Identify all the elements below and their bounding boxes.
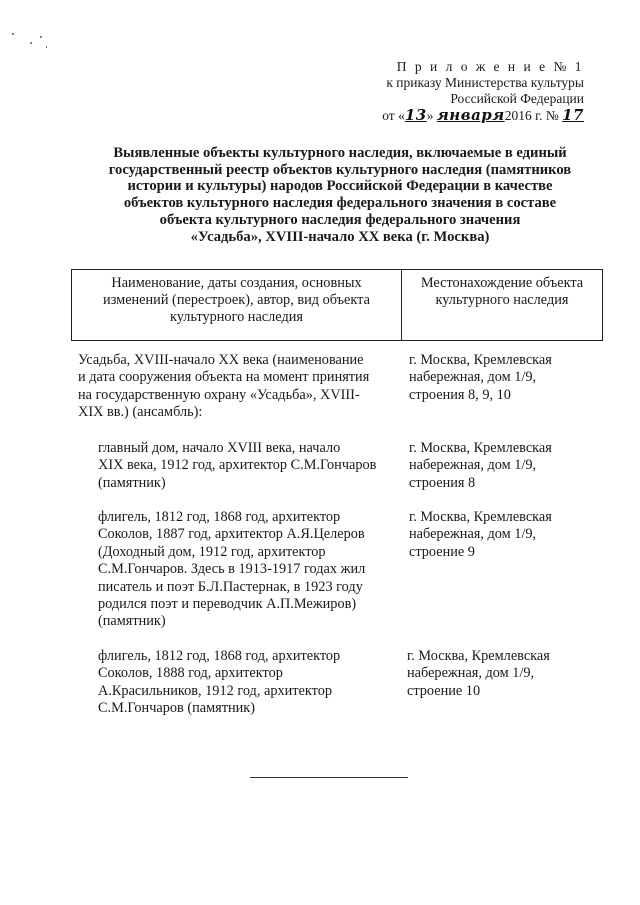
object-name-cell — [98, 440, 376, 492]
object-name-line: XIX вв.) (ансамбль): — [78, 404, 203, 421]
title-line: объектов культурного наследия федерального значения в составе — [123, 195, 557, 212]
document-title — [40, 145, 640, 245]
object-name-line: Соколов, 1887 год, архитектор А.Я.Целеров — [98, 526, 365, 543]
object-location-line: г. Москва, Кремлевская — [409, 440, 552, 456]
appendix-header — [324, 59, 584, 124]
header-cell-location — [402, 270, 602, 340]
header-text: Наименование, даты создания, основных — [111, 275, 362, 291]
object-location-line: набережная, дом 1/9, — [409, 457, 537, 474]
title-line: Выявленные объекты культурного наследия, включаемые в единый — [113, 145, 567, 161]
object-location-line: строение 9 — [409, 543, 475, 560]
date-mid: » — [426, 108, 434, 123]
closing-divider — [250, 777, 408, 778]
object-name-line: (памятник) — [98, 613, 166, 630]
object-name-line: и дата сооружения объекта на момент принятия — [78, 369, 370, 386]
object-name-line: на государственную охрану «Усадьба», XVIII- — [78, 386, 360, 403]
object-location-line: г. Москва, Кремлевская — [409, 352, 552, 368]
date-month-handwritten: января — [436, 106, 505, 124]
appendix-label: П р и л о ж е н и е № 1 — [396, 59, 584, 74]
object-name-line: А.Красильников, 1912 год, архитектор — [98, 682, 332, 699]
object-location-line: строения 8 — [409, 474, 476, 491]
header-text: культурного наследия — [170, 309, 303, 325]
object-location-cell — [409, 440, 552, 492]
object-name-cell — [98, 648, 340, 718]
date-day-handwritten: 13 — [404, 106, 427, 124]
order-number-handwritten: 17 — [562, 106, 584, 124]
object-name-line: (Доходный дом, 1912 год, архитектор — [98, 543, 326, 560]
table-header — [71, 269, 603, 341]
date-year-suffix: г. № — [531, 108, 563, 123]
date-prefix: от « — [382, 108, 405, 123]
object-name-line: Соколов, 1888 год, архитектор — [98, 665, 283, 682]
object-location-cell — [409, 509, 552, 561]
object-location-line: строение 10 — [407, 682, 481, 699]
object-location-line: набережная, дом 1/9, — [407, 665, 535, 682]
object-name-line: Усадьба, XVIII-начало XX века (наименование — [78, 352, 364, 368]
header-text: Местонахождение объекта — [420, 275, 584, 291]
object-name-line: С.М.Гончаров (памятник) — [98, 700, 256, 717]
scan-speck — [30, 42, 32, 44]
object-location-line: набережная, дом 1/9, — [409, 369, 537, 386]
appendix-federation-line: Российской Федерации — [450, 91, 584, 106]
object-name-cell — [98, 509, 365, 631]
object-location-line: г. Москва, Кремлевская — [409, 509, 552, 525]
scan-speck — [40, 36, 42, 38]
header-cell-name — [72, 270, 402, 340]
object-location-cell — [409, 352, 552, 404]
scan-speck — [46, 46, 47, 48]
title-line: объекта культурного наследия федерального значения — [159, 211, 521, 228]
date-year: 2016 — [504, 108, 532, 123]
object-name-line: флигель, 1812 год, 1868 год, архитектор — [98, 509, 341, 525]
scan-speck — [12, 33, 14, 35]
object-name-line: флигель, 1812 год, 1868 год, архитектор — [98, 648, 341, 664]
object-name-line: главный дом, начало XVIII века, начало — [98, 440, 341, 456]
title-line: «Усадьба», XVIII-начало XX века (г. Москва) — [190, 228, 490, 245]
object-name-line: (памятник) — [98, 474, 166, 491]
object-location-line: набережная, дом 1/9, — [409, 526, 537, 543]
appendix-date-line — [324, 107, 584, 124]
header-text: изменений (перестроек), автор, вид объекта — [103, 292, 370, 308]
object-location-line: г. Москва, Кремлевская — [407, 648, 550, 664]
object-name-line: родился поэт и переводчик А.П.Межиров) — [98, 596, 357, 613]
title-line: истории и культуры) народов Российской Федерации в качестве — [127, 178, 553, 195]
object-name-line: XIX века, 1912 год, архитектор С.М.Гончаров — [98, 457, 377, 474]
object-location-line: строения 8, 9, 10 — [409, 386, 511, 403]
title-line: государственный реестр объектов культурного наследия (памятников — [108, 161, 572, 178]
object-name-line: писатель и поэт Б.Л.Пастернак, в 1923 году — [98, 578, 363, 595]
object-name-cell — [78, 352, 369, 422]
object-name-line: С.М.Гончаров. Здесь в 1913-1917 годах жил — [98, 561, 366, 578]
object-location-cell — [407, 648, 550, 700]
appendix-order-line: к приказу Министерства культуры — [386, 75, 584, 90]
header-text: культурного наследия — [435, 292, 569, 308]
